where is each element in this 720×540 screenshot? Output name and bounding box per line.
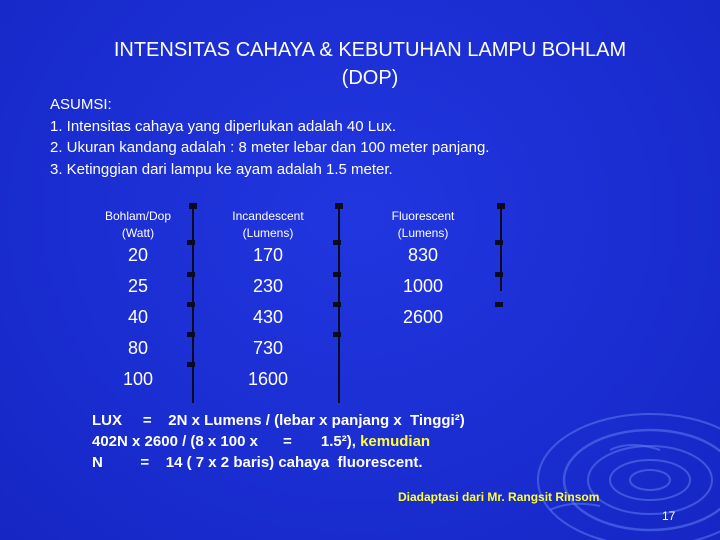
header-unit: (Lumens): [242, 226, 294, 240]
column-header-fluorescent: [342, 200, 504, 240]
divider-tick: [187, 272, 195, 277]
divider-tick: [187, 362, 195, 367]
formula-block: [92, 410, 465, 473]
divider-tick: [187, 240, 195, 245]
assumption-item: 2. Ukuran kandang adalah : 8 meter lebar dan 100 meter panjang.: [50, 139, 490, 156]
table-cell: 1000: [402, 276, 444, 296]
column-watt: [82, 200, 194, 395]
table-cell: 830: [407, 245, 439, 265]
table-cell: [342, 333, 504, 364]
divider-tick: [187, 302, 195, 307]
lumens-table: [82, 200, 508, 404]
divider-tick: [333, 240, 341, 245]
divider-tick: [495, 302, 503, 307]
formula-highlight: kemudian: [360, 433, 431, 450]
header-text: Fluorescent: [391, 209, 455, 223]
divider-tick: [187, 332, 195, 337]
column-header-watt: [82, 200, 194, 240]
page-number: 17: [662, 509, 676, 523]
title-line-2: (DOP): [341, 67, 399, 89]
column-header-incandescent: [194, 200, 342, 240]
table-cell: 40: [127, 307, 149, 327]
formula-text: 402N x 2600 / (8 x 100 x = 1.5²),: [92, 433, 361, 450]
assumptions-block: [50, 94, 489, 180]
header-unit: (Lumens): [397, 226, 449, 240]
table-divider-line: [500, 203, 502, 291]
divider-tick: [333, 272, 341, 277]
header-text: Incandescent: [232, 209, 304, 223]
formula-line: N = 14 ( 7 x 2 baris) cahaya fluorescent.: [92, 454, 423, 471]
divider-tick: [333, 302, 341, 307]
header-text: Bohlam/Dop: [104, 209, 172, 223]
assumption-item: 1. Intensitas cahaya yang diperlukan adalah 40 Lux.: [50, 117, 397, 135]
assumptions-heading: ASUMSI:: [50, 96, 112, 113]
divider-tick: [495, 240, 503, 245]
table-cell: 80: [127, 338, 149, 358]
table-cell: [342, 364, 504, 395]
table-cell: 430: [252, 307, 284, 327]
formula-line: LUX = 2N x Lumens / (lebar x panjang x Tinggi²): [92, 412, 465, 429]
header-unit: (Watt): [121, 226, 155, 240]
table-cell: 230: [252, 276, 284, 296]
formula-line: [92, 431, 465, 452]
title-line-1: INTENSITAS CAHAYA & KEBUTUHAN LAMPU BOHLAM: [113, 39, 627, 61]
divider-tick: [495, 272, 503, 277]
column-incandescent: [194, 200, 342, 395]
table-cell: 170: [252, 245, 284, 265]
table-cell: 1600: [247, 369, 289, 389]
table-cell: 2600: [402, 307, 444, 327]
table-cell: 730: [252, 338, 284, 358]
table-cell: 25: [127, 276, 149, 296]
table-cell: 100: [122, 369, 154, 389]
table-cell: 20: [127, 245, 149, 265]
assumption-item: 3. Ketinggian dari lampu ke ayam adalah 1.5 meter.: [50, 160, 393, 178]
divider-tick: [333, 332, 341, 337]
credit-text: Diadaptasi dari Mr. Rangsit Rinsom: [398, 490, 600, 504]
column-fluorescent: [342, 200, 504, 395]
slide-title: [40, 36, 700, 92]
